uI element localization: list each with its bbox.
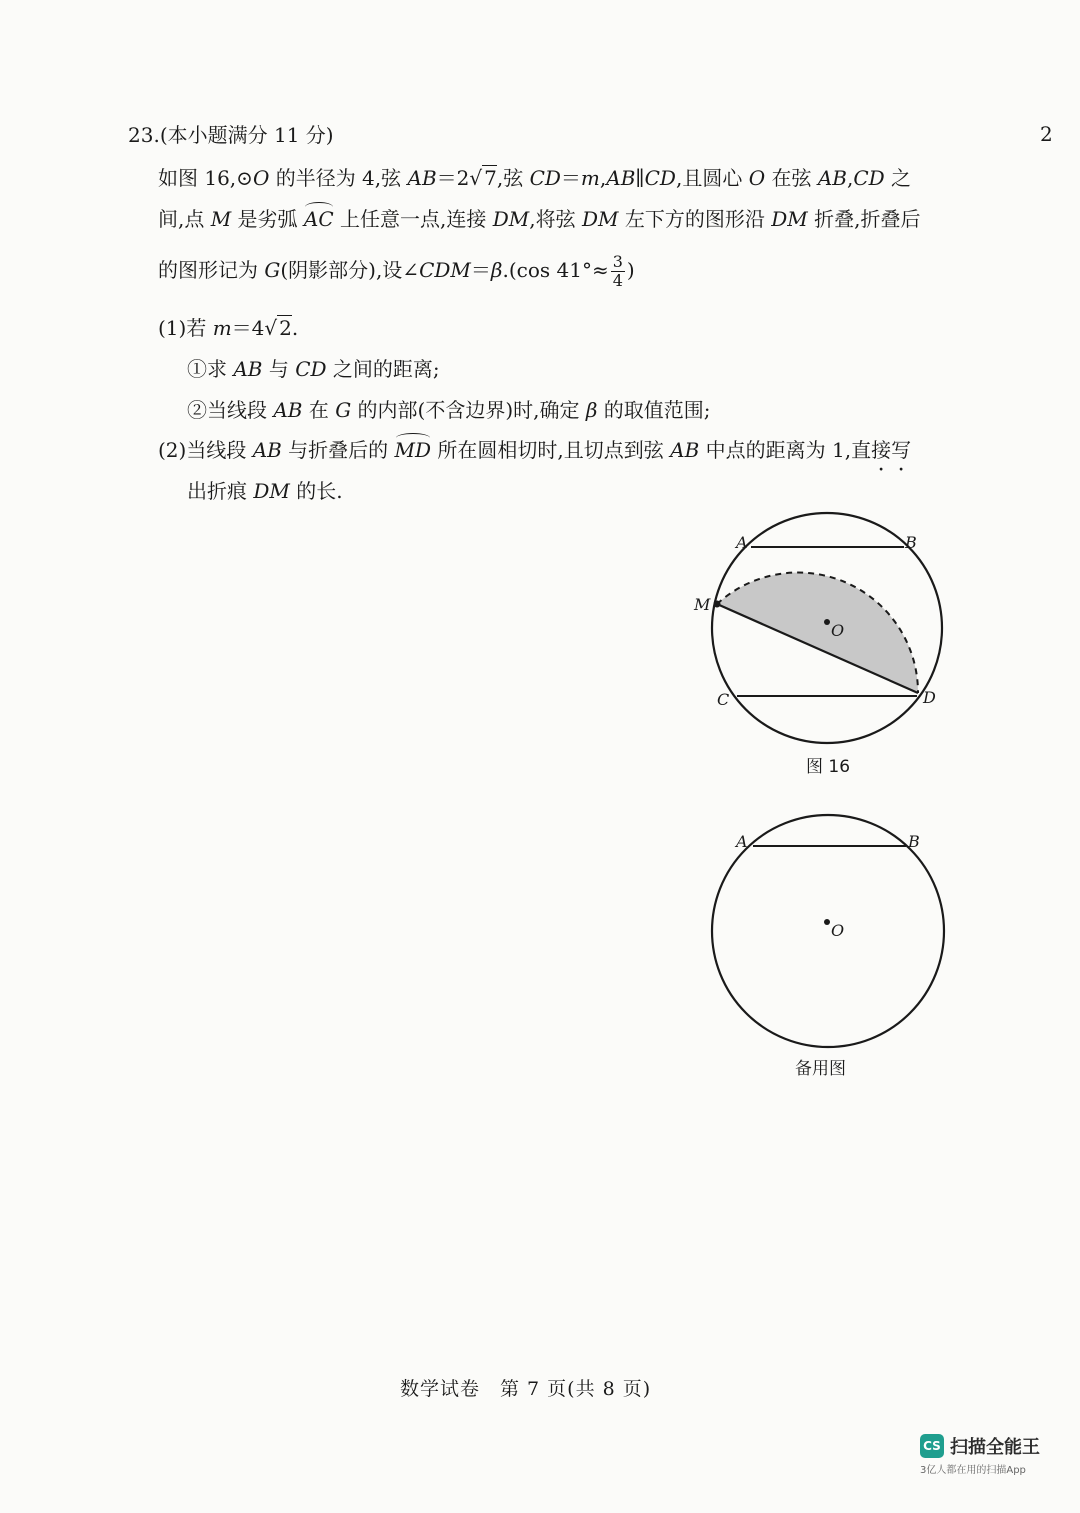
label-o: O bbox=[831, 621, 845, 640]
center-o bbox=[824, 619, 830, 625]
label-d: D bbox=[923, 688, 936, 707]
fraction-three-quarters: $\frac{3}{4}$ bbox=[612, 252, 623, 290]
emphasis-dot: 写 bbox=[891, 438, 912, 462]
part-2: (2)当线段 AB 与折叠后的 MD 所在圆相切时,且切点到弦 AB 中点的距离为 1,直接写 bbox=[158, 438, 912, 462]
part-2-line-2: 出折痕 DM 的长. bbox=[187, 479, 343, 503]
figure-16-caption: 图 16 bbox=[806, 757, 851, 777]
part-1-sub-2: ②当线段 AB 在 G 的内部(不含边界)时,确定 β 的取值范围; bbox=[187, 398, 711, 422]
arc-ac: AC bbox=[303, 207, 334, 231]
spare-figure bbox=[680, 810, 980, 1050]
spare-figure-caption: 备用图 bbox=[795, 1059, 846, 1079]
scanner-slogan: 3亿人都在用的扫描App bbox=[920, 1465, 1026, 1476]
part-1-sub-1: ①求 AB 与 CD 之间的距离; bbox=[187, 357, 440, 381]
label-c: C bbox=[717, 690, 730, 709]
cs-logo-icon: CS bbox=[920, 1434, 944, 1458]
label-o-spare: O bbox=[831, 921, 845, 940]
label-a: A bbox=[736, 533, 748, 552]
scanner-name: 扫描全能王 bbox=[950, 1437, 1040, 1458]
part-1: (1)若 m＝4√ 2. bbox=[158, 316, 299, 340]
scanner-badge bbox=[920, 1433, 1040, 1476]
label-b: B bbox=[905, 533, 917, 552]
center-o-spare bbox=[824, 919, 830, 925]
page-corner-number: 2 bbox=[1040, 122, 1053, 146]
page-footer: 数学试卷 第 7 页(共 8 页) bbox=[400, 1378, 652, 1400]
figure-16 bbox=[680, 510, 980, 750]
intro-line-2: 间,点 M 是劣弧 AC 上任意一点,连接 DM,将弦 DM 左下方的图形沿 DM 折叠,折叠后 bbox=[158, 207, 921, 231]
emphasis-dot: 接 bbox=[871, 438, 892, 462]
score-note: (本小题满分 11 分) bbox=[159, 123, 334, 147]
label-m: M bbox=[694, 595, 711, 614]
question-header bbox=[128, 121, 334, 149]
label-b-spare: B bbox=[908, 832, 920, 851]
question-number: 23. bbox=[128, 123, 160, 147]
label-a-spare: A bbox=[736, 832, 748, 851]
point-m bbox=[714, 601, 721, 608]
intro-line-1: 如图 16,⊙O 的半径为 4,弦 AB＝2√ 7,弦 CD＝m,AB∥CD,且圆心 O 在弦 AB,CD 之 bbox=[158, 166, 912, 190]
intro-line-3: 的图形记为 G(阴影部分),设∠CDM＝β.(cos 41°≈ $\frac{3}{4}$ ) bbox=[158, 252, 635, 290]
shaded-region-G bbox=[717, 573, 918, 693]
arc-md: MD bbox=[394, 438, 432, 462]
